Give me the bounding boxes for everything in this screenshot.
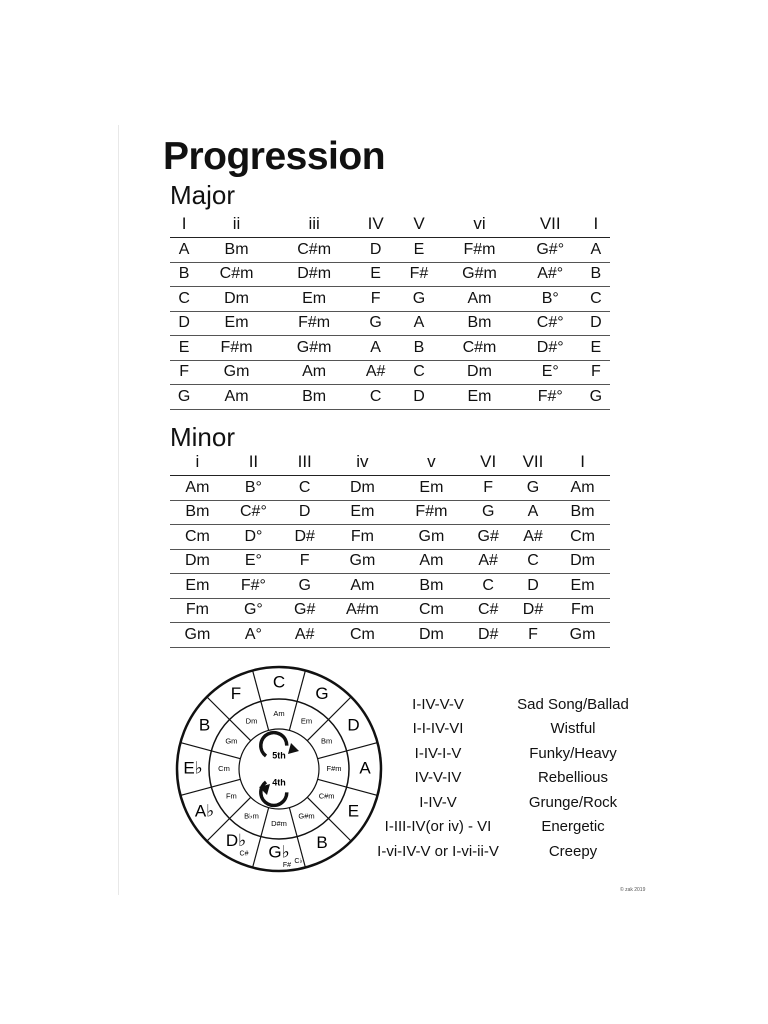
wheel-major-key: B: [316, 832, 328, 852]
major-chord-cell: F: [170, 360, 198, 385]
table-row: [170, 500, 610, 525]
wheel-major-key-alt: C#: [239, 850, 249, 858]
minor-chord-cell: G: [465, 500, 510, 525]
wheel-minor-key: D#m: [271, 818, 287, 828]
major-chord-cell: D: [353, 238, 397, 263]
list-item: [368, 741, 640, 766]
major-chord-cell: E°: [519, 360, 582, 385]
table-row: [170, 574, 610, 599]
minor-chord-cell: D°: [225, 525, 282, 550]
major-chord-cell: G: [353, 311, 397, 336]
major-chord-cell: Bm: [440, 311, 519, 336]
minor-header-cell: VI: [465, 449, 510, 476]
wheel-minor-key: Gm: [225, 736, 238, 746]
minor-chord-cell: Am: [327, 574, 397, 599]
major-chord-cell: G: [582, 385, 610, 410]
minor-chord-cell: Am: [397, 549, 465, 574]
major-chord-cell: D#°: [519, 336, 582, 361]
table-row: [170, 238, 610, 263]
minor-chord-cell: G#: [465, 525, 510, 550]
wheel-minor-key: Bm: [321, 736, 333, 746]
minor-header-cell: II: [225, 449, 282, 476]
minor-chord-cell: B°: [225, 476, 282, 501]
minor-chord-cell: Gm: [397, 525, 465, 550]
minor-chord-cell: E°: [225, 549, 282, 574]
wheel-major-key: G: [315, 684, 329, 704]
minor-chord-cell: A#m: [327, 598, 397, 623]
table-row: [170, 525, 610, 550]
minor-chord-cell: Dm: [170, 549, 225, 574]
minor-chord-cell: D#: [465, 623, 510, 648]
table-row: [170, 549, 610, 574]
major-header-cell: I: [170, 211, 198, 238]
wheel-major-key: B: [198, 715, 211, 735]
minor-chord-cell: D#: [511, 598, 555, 623]
wheel-minor-key: Dm: [245, 716, 258, 726]
major-chord-cell: F#m: [275, 311, 354, 336]
major-chord-cell: D: [582, 311, 610, 336]
major-header-cell: vi: [440, 211, 519, 238]
arrowhead-icon: [288, 743, 299, 754]
major-chord-cell: B: [582, 262, 610, 287]
major-chord-cell: F: [582, 360, 610, 385]
progression-mood: Sad Song/Ballad: [517, 695, 629, 713]
major-chord-cell: B°: [519, 287, 582, 312]
minor-chord-cell: Cm: [397, 598, 465, 623]
major-chord-cell: A: [398, 311, 440, 336]
major-chord-cell: Gm: [198, 360, 275, 385]
minor-chord-cell: Em: [397, 476, 465, 501]
wheel-major-key: F: [230, 684, 242, 704]
major-chord-cell: B: [398, 336, 440, 361]
minor-header-cell: i: [170, 449, 225, 476]
minor-chord-cell: Dm: [555, 549, 610, 574]
minor-chord-cell: F#°: [225, 574, 282, 599]
major-header-cell: iii: [275, 211, 354, 238]
wheel-minor-key: C#m: [318, 791, 335, 801]
table-row: [170, 598, 610, 623]
major-chord-cell: A: [170, 238, 198, 263]
table-row: [170, 287, 610, 312]
wheel-major-key: A: [359, 758, 371, 778]
major-table-body: [170, 238, 610, 410]
minor-chord-cell: F#m: [397, 500, 465, 525]
wheel-minor-key: Am: [273, 708, 285, 718]
minor-chord-cell: Cm: [327, 623, 397, 648]
minor-chord-cell: Gm: [170, 623, 225, 648]
minor-chord-cell: Em: [170, 574, 225, 599]
major-chord-cell: C#m: [198, 262, 275, 287]
minor-chord-cell: Dm: [327, 476, 397, 501]
minor-chord-cell: Fm: [170, 598, 225, 623]
major-chord-cell: G: [170, 385, 198, 410]
wheel-major-key: G♭: [268, 842, 290, 862]
major-header-cell: ii: [198, 211, 275, 238]
major-chord-cell: Em: [198, 311, 275, 336]
minor-chord-cell: F: [282, 549, 327, 574]
minor-chord-cell: Cm: [170, 525, 225, 550]
minor-chord-cell: Em: [327, 500, 397, 525]
major-chord-cell: Bm: [198, 238, 275, 263]
major-chord-cell: C#m: [275, 238, 354, 263]
wheel-minor-key: Cm: [218, 763, 230, 773]
minor-section-label: Minor: [170, 422, 236, 452]
minor-chord-cell: G#: [282, 598, 327, 623]
major-chord-cell: F#: [398, 262, 440, 287]
major-chord-cell: A#: [353, 360, 397, 385]
minor-chord-cell: Em: [555, 574, 610, 599]
minor-chord-cell: F: [465, 476, 510, 501]
progression-pattern: I-IV-V: [419, 793, 457, 811]
progression-mood: Rebellious: [537, 769, 609, 787]
minor-chord-cell: Gm: [327, 549, 397, 574]
progression-pattern: I-vi-IV-V or I-vi-ii-V: [377, 842, 499, 860]
wheel-major-key: E♭: [183, 758, 203, 778]
major-chord-cell: D#m: [275, 262, 354, 287]
minor-chord-cell: A°: [225, 623, 282, 648]
minor-chord-cell: Cm: [555, 525, 610, 550]
list-item: [368, 815, 640, 840]
major-header-cell: I: [582, 211, 610, 238]
major-chord-cell: F#m: [198, 336, 275, 361]
major-table: [170, 211, 610, 410]
wheel-minor-key: F#m: [326, 763, 342, 773]
fifth-label: 5th: [272, 750, 286, 761]
major-chord-cell: Am: [275, 360, 354, 385]
minor-chord-cell: Bm: [170, 500, 225, 525]
circle-of-fifths-wheel: [173, 663, 385, 875]
wheel-major-key: A♭: [194, 801, 215, 821]
progression-mood: Grunge/Rock: [528, 793, 618, 811]
major-header-cell: IV: [353, 211, 397, 238]
progression-pattern: IV-V-IV: [414, 769, 462, 787]
list-item: [368, 692, 640, 717]
major-section-label: Major: [170, 180, 236, 210]
major-chord-cell: E: [353, 262, 397, 287]
minor-table: [170, 449, 610, 648]
major-chord-cell: C: [582, 287, 610, 312]
major-chord-cell: A#°: [519, 262, 582, 287]
list-item: [368, 839, 640, 864]
major-chord-cell: D: [170, 311, 198, 336]
minor-chord-cell: C: [282, 476, 327, 501]
wheel-minor-key: G#m: [298, 811, 315, 821]
major-chord-cell: C: [398, 360, 440, 385]
major-chord-cell: D: [398, 385, 440, 410]
progression-mood: Energetic: [541, 818, 605, 836]
minor-chord-cell: C#: [465, 598, 510, 623]
minor-header-cell: iv: [327, 449, 397, 476]
wheel-minor-key: B♭m: [244, 811, 259, 821]
major-chord-cell: C#m: [440, 336, 519, 361]
page-title: Progression: [162, 135, 386, 178]
progression-list: [368, 692, 640, 864]
minor-chord-cell: D: [282, 500, 327, 525]
major-chord-cell: Am: [440, 287, 519, 312]
wheel-divider: [307, 697, 351, 741]
fourth-label: 4th: [272, 777, 286, 788]
wheel-group: [177, 667, 381, 871]
major-chord-cell: E: [170, 336, 198, 361]
table-row: [170, 311, 610, 336]
copyright-text: © zak 2019: [620, 887, 646, 893]
minor-header-cell: I: [555, 449, 610, 476]
major-chord-cell: G#m: [440, 262, 519, 287]
minor-chord-cell: Gm: [555, 623, 610, 648]
minor-table-body: [170, 476, 610, 648]
major-chord-cell: C#°: [519, 311, 582, 336]
minor-chord-cell: A#: [282, 623, 327, 648]
minor-chord-cell: G: [511, 476, 555, 501]
wheel-major-key: C: [272, 672, 286, 692]
minor-chord-cell: Am: [170, 476, 225, 501]
major-chord-cell: Dm: [198, 287, 275, 312]
minor-chord-cell: C: [465, 574, 510, 599]
wheel-minor-key: Em: [300, 716, 313, 726]
major-header-cell: V: [398, 211, 440, 238]
list-item: [368, 790, 640, 815]
minor-header-row: [170, 449, 610, 476]
major-chord-cell: Bm: [275, 385, 354, 410]
minor-chord-cell: D#: [282, 525, 327, 550]
major-chord-cell: B: [170, 262, 198, 287]
major-chord-cell: A: [353, 336, 397, 361]
major-chord-cell: A: [582, 238, 610, 263]
wheel-major-key: D: [347, 715, 360, 735]
table-row: [170, 336, 610, 361]
minor-chord-cell: Dm: [397, 623, 465, 648]
major-header-cell: VII: [519, 211, 582, 238]
progression-mood: Creepy: [548, 842, 598, 860]
minor-chord-cell: A#: [511, 525, 555, 550]
wheel-major-key: E: [347, 801, 360, 821]
progression-pattern: I-III-IV(or iv) - VI: [384, 818, 492, 836]
minor-chord-cell: F: [511, 623, 555, 648]
wheel-inner-ring: [239, 729, 319, 809]
progression-pattern: I-I-IV-VI: [412, 720, 464, 738]
progression-mood: Wistful: [550, 720, 596, 738]
minor-chord-cell: G°: [225, 598, 282, 623]
major-chord-cell: E: [398, 238, 440, 263]
wheel-divider: [207, 697, 251, 741]
major-chord-cell: F: [353, 287, 397, 312]
major-chord-cell: C: [170, 287, 198, 312]
list-item: [368, 717, 640, 742]
major-chord-cell: E: [582, 336, 610, 361]
minor-chord-cell: Bm: [397, 574, 465, 599]
major-chord-cell: Em: [440, 385, 519, 410]
minor-header-cell: III: [282, 449, 327, 476]
minor-chord-cell: Bm: [555, 500, 610, 525]
minor-chord-cell: Fm: [327, 525, 397, 550]
minor-chord-cell: A: [511, 500, 555, 525]
minor-chord-cell: A#: [465, 549, 510, 574]
wheel-minor-key: Fm: [225, 791, 237, 801]
list-item: [368, 766, 640, 791]
progression-mood: Funky/Heavy: [529, 744, 617, 762]
major-chord-cell: G#m: [275, 336, 354, 361]
minor-chord-cell: Fm: [555, 598, 610, 623]
major-chord-cell: C: [353, 385, 397, 410]
table-row: [170, 360, 610, 385]
major-chord-cell: Em: [275, 287, 354, 312]
progression-pattern: I-IV-I-V: [414, 744, 462, 762]
progression-pattern: I-IV-V-V: [412, 695, 464, 713]
table-row: [170, 476, 610, 501]
major-chord-cell: Dm: [440, 360, 519, 385]
minor-chord-cell: Am: [555, 476, 610, 501]
minor-chord-cell: C#°: [225, 500, 282, 525]
table-row: [170, 385, 610, 410]
major-chord-cell: F#°: [519, 385, 582, 410]
wheel-major-key-alt: C♭: [294, 857, 303, 865]
minor-chord-cell: D: [511, 574, 555, 599]
major-chord-cell: F#m: [440, 238, 519, 263]
wheel-major-key: D♭: [225, 830, 247, 850]
wheel-major-key-alt: F#: [282, 861, 292, 869]
major-chord-cell: Am: [198, 385, 275, 410]
major-chord-cell: G: [398, 287, 440, 312]
minor-chord-cell: G: [282, 574, 327, 599]
table-row: [170, 623, 610, 648]
table-row: [170, 262, 610, 287]
major-chord-cell: G#°: [519, 238, 582, 263]
minor-chord-cell: C: [511, 549, 555, 574]
minor-header-cell: VII: [511, 449, 555, 476]
minor-header-cell: v: [397, 449, 465, 476]
major-header-row: [170, 211, 610, 238]
